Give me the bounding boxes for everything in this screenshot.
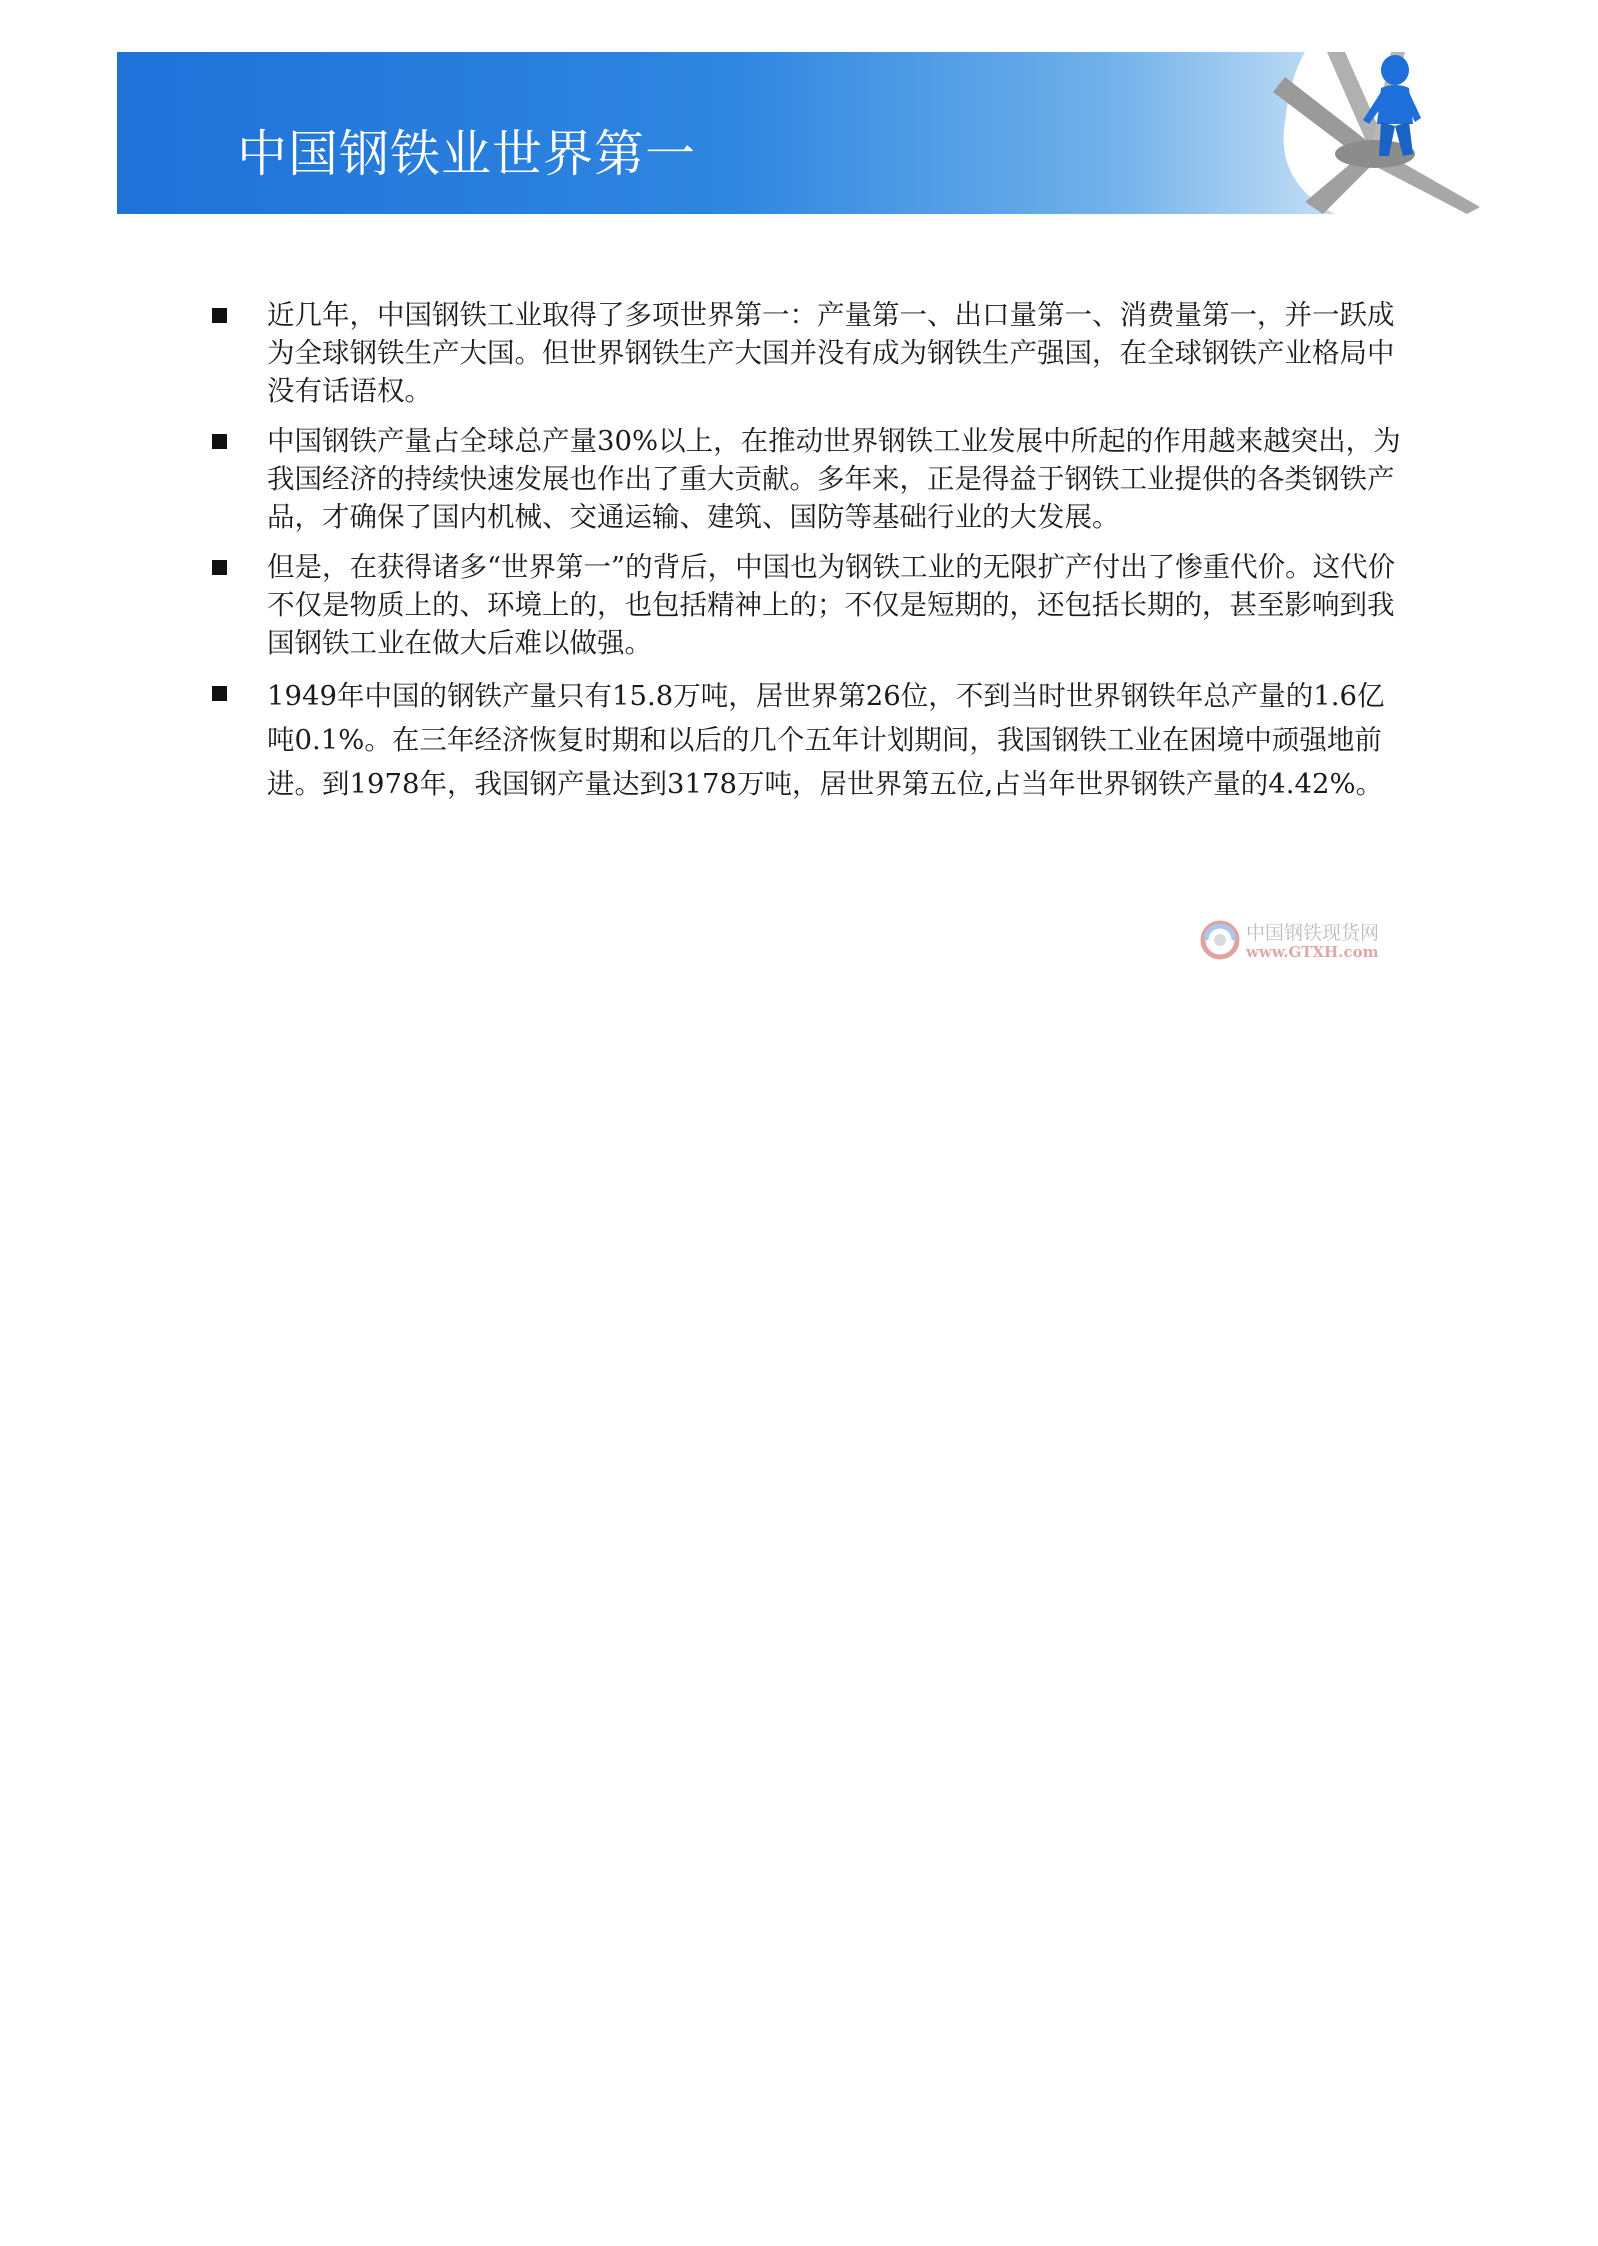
list-item-text: 1949年中国的钢铁产量只有15.8万吨，居世界第26位，不到当时世界钢铁年总产量的1.6亿吨0.1%。在三年经济恢复时期和以后的几个五年计划期间，我国钢铁工业在困境中顽强地前进。到1978年，我国钢产量达到3178万吨，居世界第五位,占当年世界钢铁产量的4.42%。 (267, 680, 1385, 800)
list-item-text: 中国钢铁产量占全球总产量30%以上，在推动世界钢铁工业发展中所起的作用越来越突出，为我国经济的持续快速发展也作出了重大贡献。多年来，正是得益于钢铁工业提供的各类钢铁产品，才确保了国内机械、交通运输、建筑、国防等基础行业的大发展。 (267, 425, 1401, 533)
list-item (212, 674, 1402, 806)
bullet-list (212, 296, 1402, 818)
person-on-crossroads-icon (1245, 52, 1485, 214)
list-item (212, 548, 1402, 662)
list-item (212, 422, 1402, 536)
page-title: 中国钢铁业世界第一 (237, 125, 696, 183)
square-bullet-icon (212, 560, 227, 575)
watermark-url: www.GTXH.com (1246, 943, 1379, 961)
square-bullet-icon (212, 308, 227, 323)
watermark-name: 中国钢铁现货网 (1246, 922, 1380, 944)
header-banner (117, 52, 1485, 214)
list-item-text: 但是，在获得诸多“世界第一”的背后，中国也为钢铁工业的无限扩产付出了惨重代价。这代价不仅是物质上的、环境上的，也包括精神上的；不仅是短期的，还包括长期的，甚至影响到我国钢铁工业在做大后难以做强。 (267, 551, 1396, 659)
square-bullet-icon (212, 434, 227, 449)
list-item (212, 296, 1402, 410)
gtxh-logo-icon (1200, 920, 1240, 960)
list-item-text: 近几年，中国钢铁工业取得了多项世界第一：产量第一、出口量第一、消费量第一，并一跃成为全球钢铁生产大国。但世界钢铁生产大国并没有成为钢铁生产强国，在全球钢铁产业格局中没有话语权。 (267, 299, 1395, 407)
square-bullet-icon (212, 686, 227, 701)
watermark (1200, 916, 1410, 966)
